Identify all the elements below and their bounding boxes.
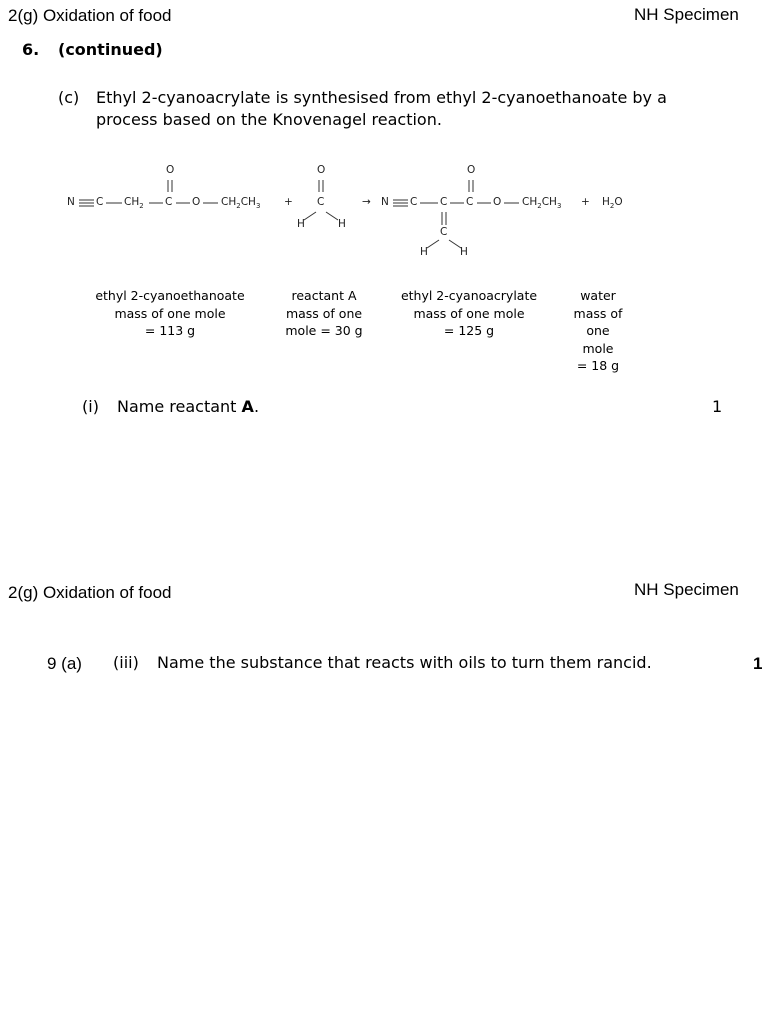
atom-n: N: [381, 196, 389, 208]
atom-c: C: [440, 226, 448, 238]
atom-h: H: [460, 246, 468, 258]
part-c-text-line2: process based on the Knovenagel reaction.: [96, 110, 442, 129]
atom-o: O: [192, 196, 201, 208]
question-number: 6.: [22, 40, 40, 59]
bond-lines: [0, 0, 768, 300]
atom-h: H: [338, 218, 346, 230]
continued-label: (continued): [58, 40, 163, 59]
source-label: NH Specimen: [634, 5, 739, 24]
group-ch2: $CH_2$: [124, 196, 144, 211]
water-formula: $H_2O$: [602, 196, 623, 211]
atom-o: O: [166, 164, 175, 176]
topic-heading: 2(g) Oxidation of food: [8, 583, 172, 602]
caption-ethyl-2-cyanoacrylate: ethyl 2-cyanoacrylate mass of one mole = 125 g: [400, 288, 538, 338]
question-number: 9 (a): [47, 654, 82, 673]
group-ch2ch3: $CH_2CH_3$: [221, 196, 261, 211]
marks-label: 1: [753, 654, 763, 673]
plus-sign: +: [284, 196, 293, 208]
part-c-text-line1: Ethyl 2-cyanoacrylate is synthesised from ethyl 2-cyanoethanoate by a: [96, 88, 667, 107]
caption-ethyl-2-cyanoethanoate: ethyl 2-cyanoethanoate mass of one mole = 113 g: [95, 288, 245, 338]
caption-reactant-a: reactant A mass of one mole = 30 g: [285, 288, 363, 338]
plus-sign: +: [581, 196, 590, 208]
sub-question-label: (iii): [113, 653, 139, 672]
atom-c: C: [410, 196, 418, 208]
sub-question-label: (i): [82, 397, 99, 416]
sub-question-text: Name the substance that reacts with oils to turn them rancid.: [157, 653, 652, 672]
atom-o: O: [317, 164, 326, 176]
reaction-arrow: →: [362, 196, 371, 208]
atom-o: O: [467, 164, 476, 176]
atom-o: O: [493, 196, 502, 208]
part-c-label: (c): [58, 88, 80, 107]
atom-c: C: [466, 196, 474, 208]
caption-water: water mass of one mole = 18 g: [573, 288, 623, 373]
source-label: NH Specimen: [634, 580, 739, 599]
atom-h: H: [420, 246, 428, 258]
atom-c: C: [440, 196, 448, 208]
atom-c: C: [317, 196, 325, 208]
atom-h: H: [297, 218, 305, 230]
sub-question-text: Name reactant A.: [117, 397, 260, 416]
atom-c: C: [96, 196, 104, 208]
marks-label: 1: [712, 397, 723, 416]
atom-c: C: [165, 196, 173, 208]
group-ch2ch3: $CH_2CH_3$: [522, 196, 562, 211]
topic-heading: 2(g) Oxidation of food: [8, 6, 172, 25]
atom-n: N: [67, 196, 75, 208]
